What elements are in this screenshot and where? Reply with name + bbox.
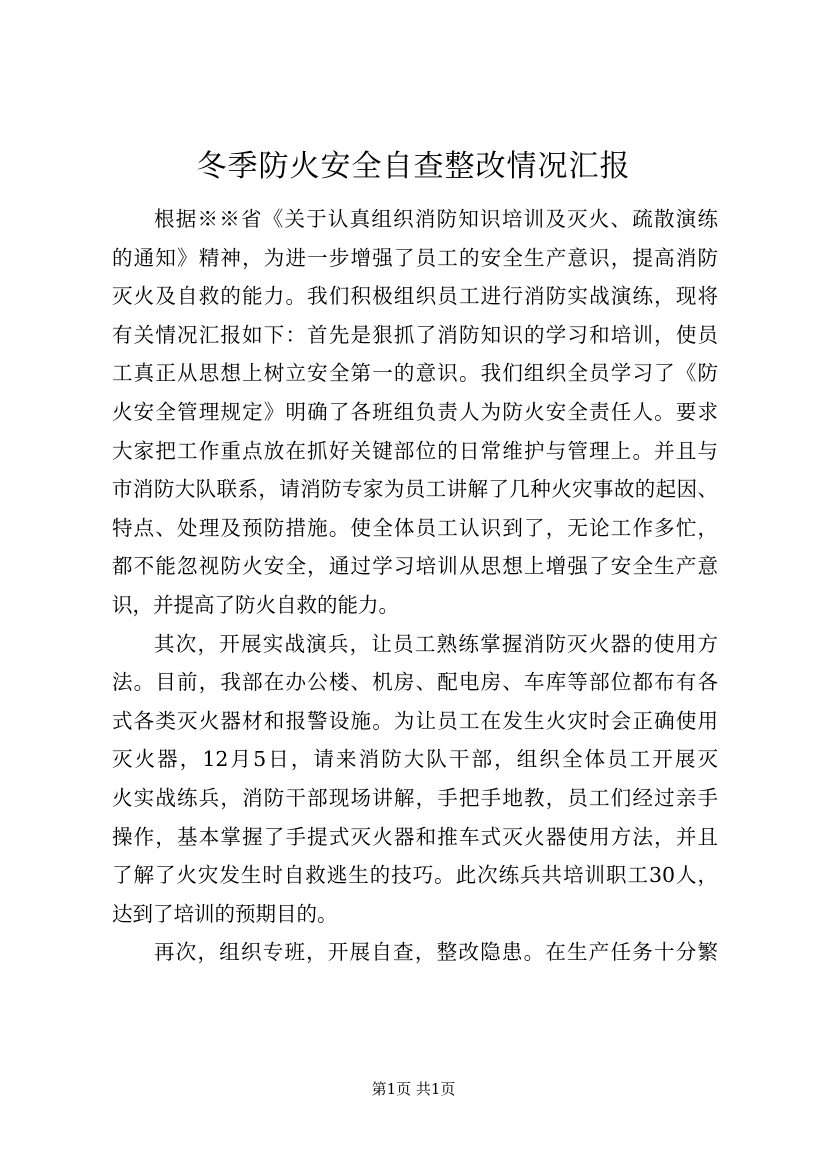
body-line: 工真正从思想上树立安全第一的意识。我们组织全员学习了《防 <box>112 361 718 386</box>
document-body <box>112 200 718 972</box>
body-line: 有关情况汇报如下：首先是狠抓了消防知识的学习和培训，使员 <box>112 322 718 347</box>
body-line: 灭火及自救的能力。我们积极组织员工进行消防实战演练，现将 <box>112 284 718 309</box>
body-line: 了解了火灾发生时自救逃生的技巧。此次练兵共培训职工30人， <box>112 863 718 888</box>
body-line: 大家把工作重点放在抓好关键部位的日常维护与管理上。并且与 <box>112 438 718 463</box>
page-footer: 第1页 共1页 <box>371 1080 456 1098</box>
body-line: 火实战练兵，消防干部现场讲解，手把手地教，员工们经过亲手 <box>112 785 718 810</box>
body-line: 其次，开展实战演兵，让员工熟练掌握消防灭火器的使用方 <box>154 631 718 656</box>
body-line: 识，并提高了防火自救的能力。 <box>112 592 399 617</box>
body-line: 灭火器，12月5日，请来消防大队干部，组织全体员工开展灭 <box>112 747 718 772</box>
body-line: 根据※※省《关于认真组织消防知识培训及灭火、疏散演练 <box>154 207 718 231</box>
body-line: 的通知》精神，为进一步增强了员工的安全生产意识，提高消防 <box>112 245 718 270</box>
body-line: 达到了培训的预期目的。 <box>112 901 338 926</box>
body-line: 操作，基本掌握了手提式灭火器和推车式灭火器使用方法，并且 <box>112 824 718 849</box>
body-line: 式各类灭火器材和报警设施。为让员工在发生火灾时会正确使用 <box>112 708 718 733</box>
body-line: 火安全管理规定》明确了各班组负责人为防火安全责任人。要求 <box>112 399 718 424</box>
document-title: 冬季防火安全自查整改情况汇报 <box>196 149 631 184</box>
body-line: 再次，组织专班，开展自查，整改隐患。在生产任务十分繁 <box>154 940 718 965</box>
body-line: 市消防大队联系，请消防专家为员工讲解了几种火灾事故的起因、 <box>112 477 718 502</box>
body-line: 法。目前，我部在办公楼、机房、配电房、车库等部位都布有各 <box>112 670 718 695</box>
body-line: 特点、处理及预防措施。使全体员工认识到了，无论工作多忙， <box>112 515 718 540</box>
body-line: 都不能忽视防火安全，通过学习培训从思想上增强了安全生产意 <box>112 554 718 579</box>
